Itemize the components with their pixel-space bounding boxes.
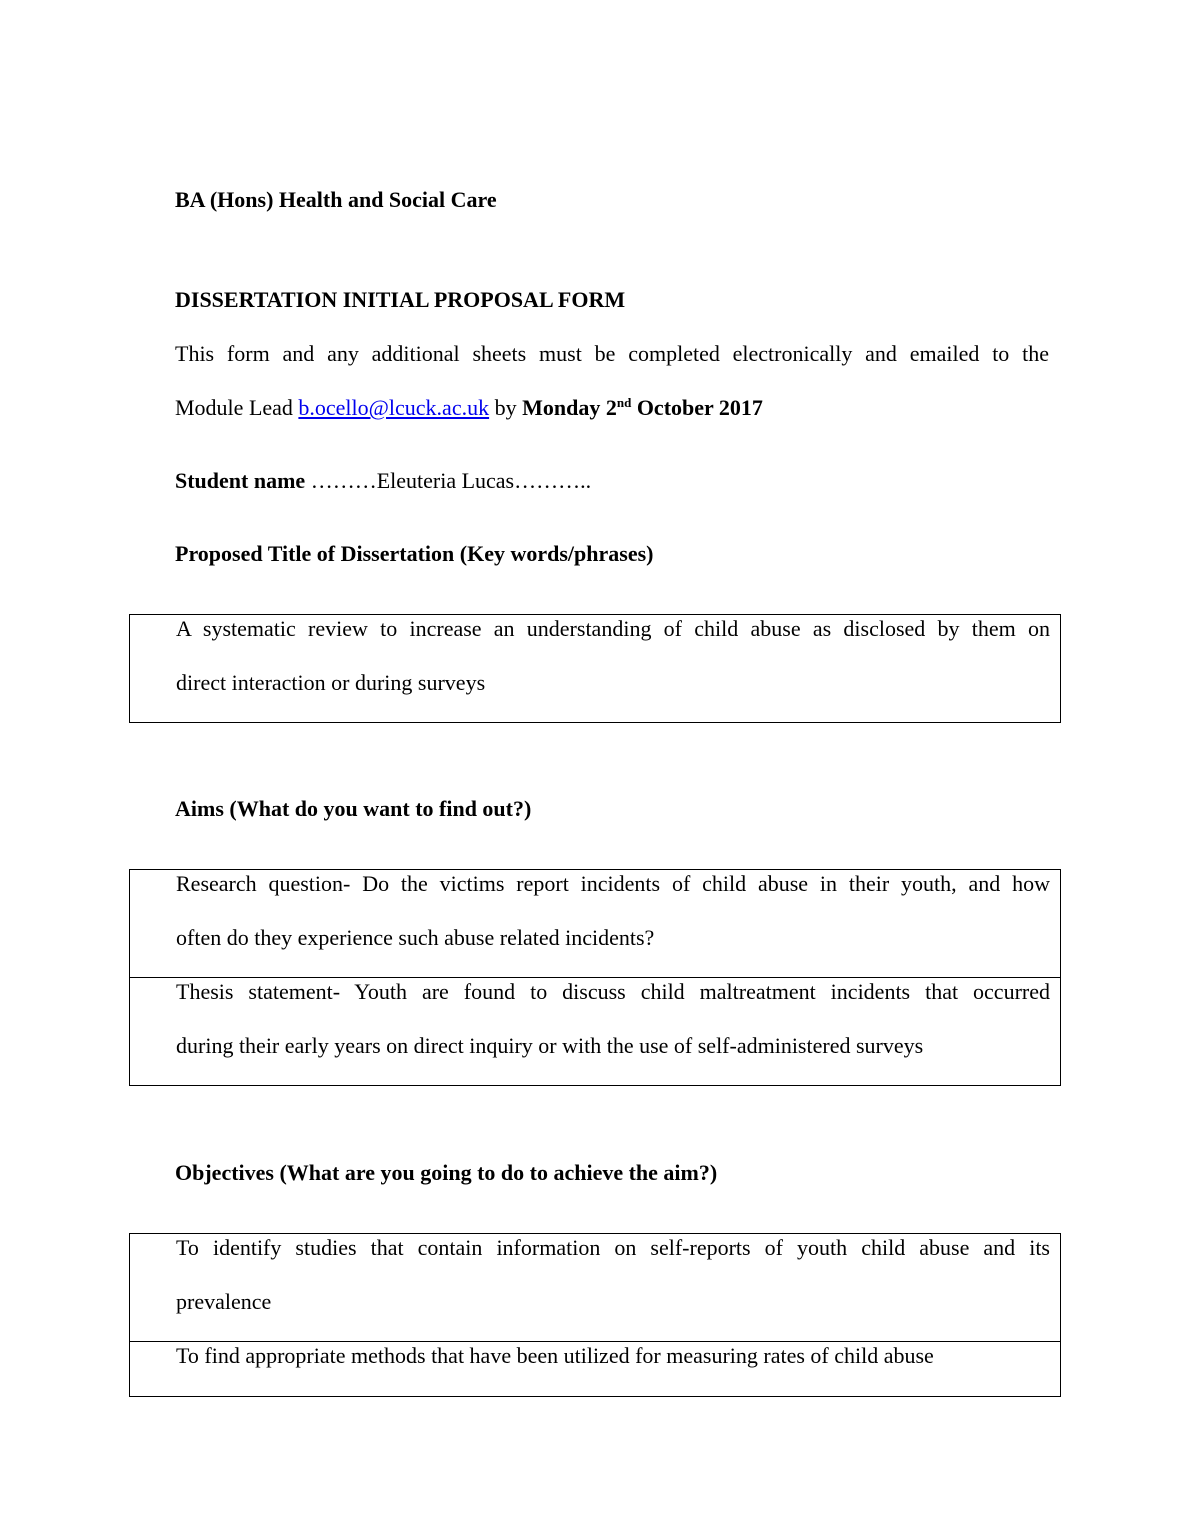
proposed-title-box [129,614,1061,723]
deadline-day: Monday 2 [522,395,617,420]
instructions-by: by [494,395,517,420]
thesis-statement-cell [130,977,1060,1085]
instructions-line-2 [175,394,763,422]
instructions-line-1: This form and any additional sheets must be completed electronically and emailed to the [175,341,1049,366]
student-name-label: Student name [175,468,306,493]
objectives-heading: Objectives (What are you going to do to achieve the aim?) [175,1160,718,1185]
module-lead-email-link[interactable]: b.ocello@lcuck.ac.uk [298,395,490,420]
student-name-value: ………Eleuteria Lucas……….. [310,468,592,493]
research-question-line-2: often do they experience such abuse related incidents? [176,925,655,950]
deadline-ordinal: nd [616,395,632,410]
form-title: DISSERTATION INITIAL PROPOSAL FORM [175,287,626,312]
proposed-title-line-2: direct interaction or during surveys [176,670,486,695]
research-question-line-1: Research question- Do the victims report incidents of child abuse in their youth, and how [176,871,1050,896]
objective-2-line-1: To find appropriate methods that have been utilized for measuring rates of child abuse [176,1343,934,1368]
student-name-row [175,467,591,495]
research-question-cell [130,870,1060,977]
objective-1-cell [130,1234,1060,1341]
objectives-table [129,1233,1061,1397]
instructions-prefix: Module Lead [175,395,293,420]
proposed-title-line-1: A systematic review to increase an understanding of child abuse as disclosed by them on [176,616,1050,641]
proposed-title-heading: Proposed Title of Dissertation (Key words/phrases) [175,541,654,566]
objective-1-line-2: prevalence [176,1289,272,1314]
aims-heading: Aims (What do you want to find out?) [175,796,532,821]
thesis-statement-line-2: during their early years on direct inquiry or with the use of self-administered surveys [176,1033,924,1058]
objective-1-line-1: To identify studies that contain information on self-reports of youth child abuse and its [176,1235,1050,1260]
thesis-statement-line-1: Thesis statement- Youth are found to discuss child maltreatment incidents that occurred [176,979,1050,1004]
objective-2-cell [130,1341,1060,1396]
aims-table [129,869,1061,1086]
deadline-month-year: October 2017 [636,395,763,420]
deadline [522,395,763,420]
proposed-title-cell [130,615,1060,722]
programme-title: BA (Hons) Health and Social Care [175,187,497,212]
